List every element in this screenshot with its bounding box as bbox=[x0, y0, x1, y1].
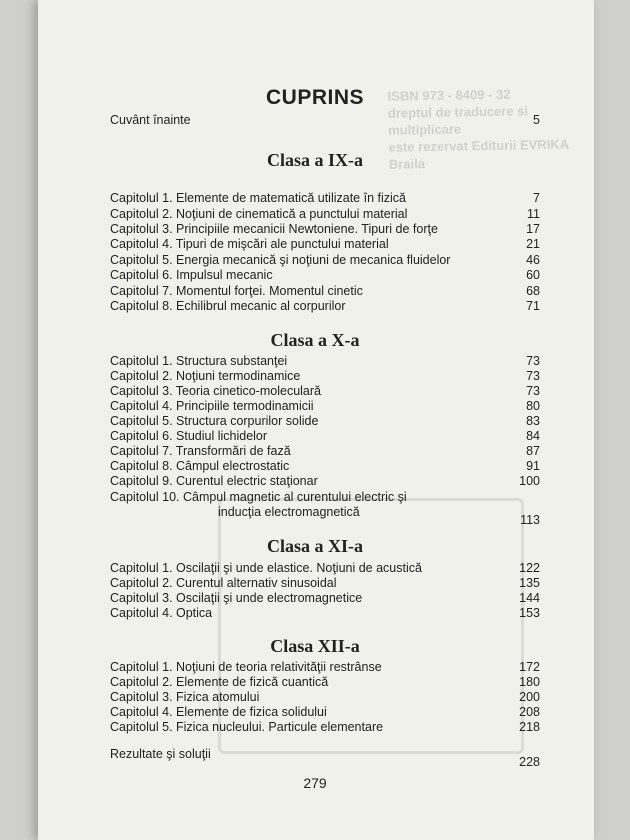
section-heading-x: Clasa a X-a bbox=[270, 330, 360, 350]
page-number: 279 bbox=[303, 775, 327, 791]
toc-row: Capitolul 8. Echilibrul mecanic al corpurilor 71 bbox=[110, 299, 540, 313]
toc-row: Capitolul 4. Tipuri de mişcări ale punctului material 21 bbox=[110, 237, 540, 251]
toc-row: Capitolul 1. Structura substanţei 73 bbox=[110, 354, 540, 368]
toc-row: Capitolul 6. Studiul lichidelor 84 bbox=[110, 429, 540, 443]
bleed-through-text: ISBN 973 - 8409 - 32 dreptul de traducere si multiplicare este rezervat Editurii EVRIKA Braila bbox=[387, 86, 569, 172]
page-title: CUPRINS bbox=[265, 86, 364, 109]
toc-row: Capitolul 7. Transformări de fază 87 bbox=[110, 444, 540, 458]
toc-row: Capitolul 7. Momentul forţei. Momentul cinetic 68 bbox=[110, 284, 540, 298]
toc-row: Capitolul 6. Impulsul mecanic 60 bbox=[110, 268, 540, 282]
toc-intro: Cuvânt înainte 5 bbox=[110, 113, 540, 127]
toc-row: Capitolul 3. Oscilaţii şi unde electromagnetice 144 bbox=[110, 591, 540, 605]
toc-row: Capitolul 4. Elemente de fizica solidului 208 bbox=[110, 705, 540, 719]
section-heading-xi: Clasa a XI-a bbox=[266, 536, 363, 556]
toc-row: Capitolul 2. Elemente de fizică cuantică 180 bbox=[110, 675, 540, 689]
toc-row: Capitolul 4. Optica 153 bbox=[110, 606, 540, 620]
toc-row: Capitolul 1. Elemente de matematică utilizate în fizică 7 bbox=[110, 191, 540, 205]
toc-row: Capitolul 3. Principiile mecanicii Newtoniene. Tipuri de forţe 17 bbox=[110, 222, 540, 236]
toc-row: Capitolul 2. Noţiuni de cinematică a punctului material 11 bbox=[110, 207, 540, 221]
toc-row: Capitolul 10. Câmpul magnetic al curentului electric şi bbox=[110, 490, 407, 504]
section-heading-ix: Clasa a IX-a bbox=[266, 150, 363, 170]
toc-row: Capitolul 1. Noţiuni de teoria relativităţii restrânse 172 bbox=[110, 660, 540, 674]
toc-row: Capitolul 2. Curentul alternativ sinusoidal 135 bbox=[110, 576, 540, 590]
toc-row: Capitolul 3. Teoria cinetico-moleculară 73 bbox=[110, 384, 540, 398]
toc-row: inducţia electromagnetică 113 bbox=[218, 505, 540, 527]
toc-outro: Rezultate şi soluţii 228 bbox=[110, 747, 540, 769]
toc-row: Capitolul 3. Fizica atomului 200 bbox=[110, 690, 540, 704]
toc-row: Capitolul 5. Fizica nucleului. Particule elementare 218 bbox=[110, 720, 540, 734]
toc-row: Capitolul 5. Structura corpurilor solide 83 bbox=[110, 414, 540, 428]
toc-row: Capitolul 1. Oscilaţii şi unde elastice. Noţiuni de acustică 122 bbox=[110, 561, 540, 575]
toc-row: Capitolul 4. Principiile termodinamicii 80 bbox=[110, 399, 540, 413]
toc-row: Capitolul 8. Câmpul electrostatic 91 bbox=[110, 459, 540, 473]
toc-row: Capitolul 2. Noţiuni termodinamice 73 bbox=[110, 369, 540, 383]
toc-row: Capitolul 5. Energia mecanică şi noţiuni de mecanica fluidelor 46 bbox=[110, 253, 540, 267]
section-heading-xii: Clasa XII-a bbox=[270, 636, 360, 656]
toc-row: Capitolul 9. Curentul electric staţionar 100 bbox=[110, 474, 540, 488]
